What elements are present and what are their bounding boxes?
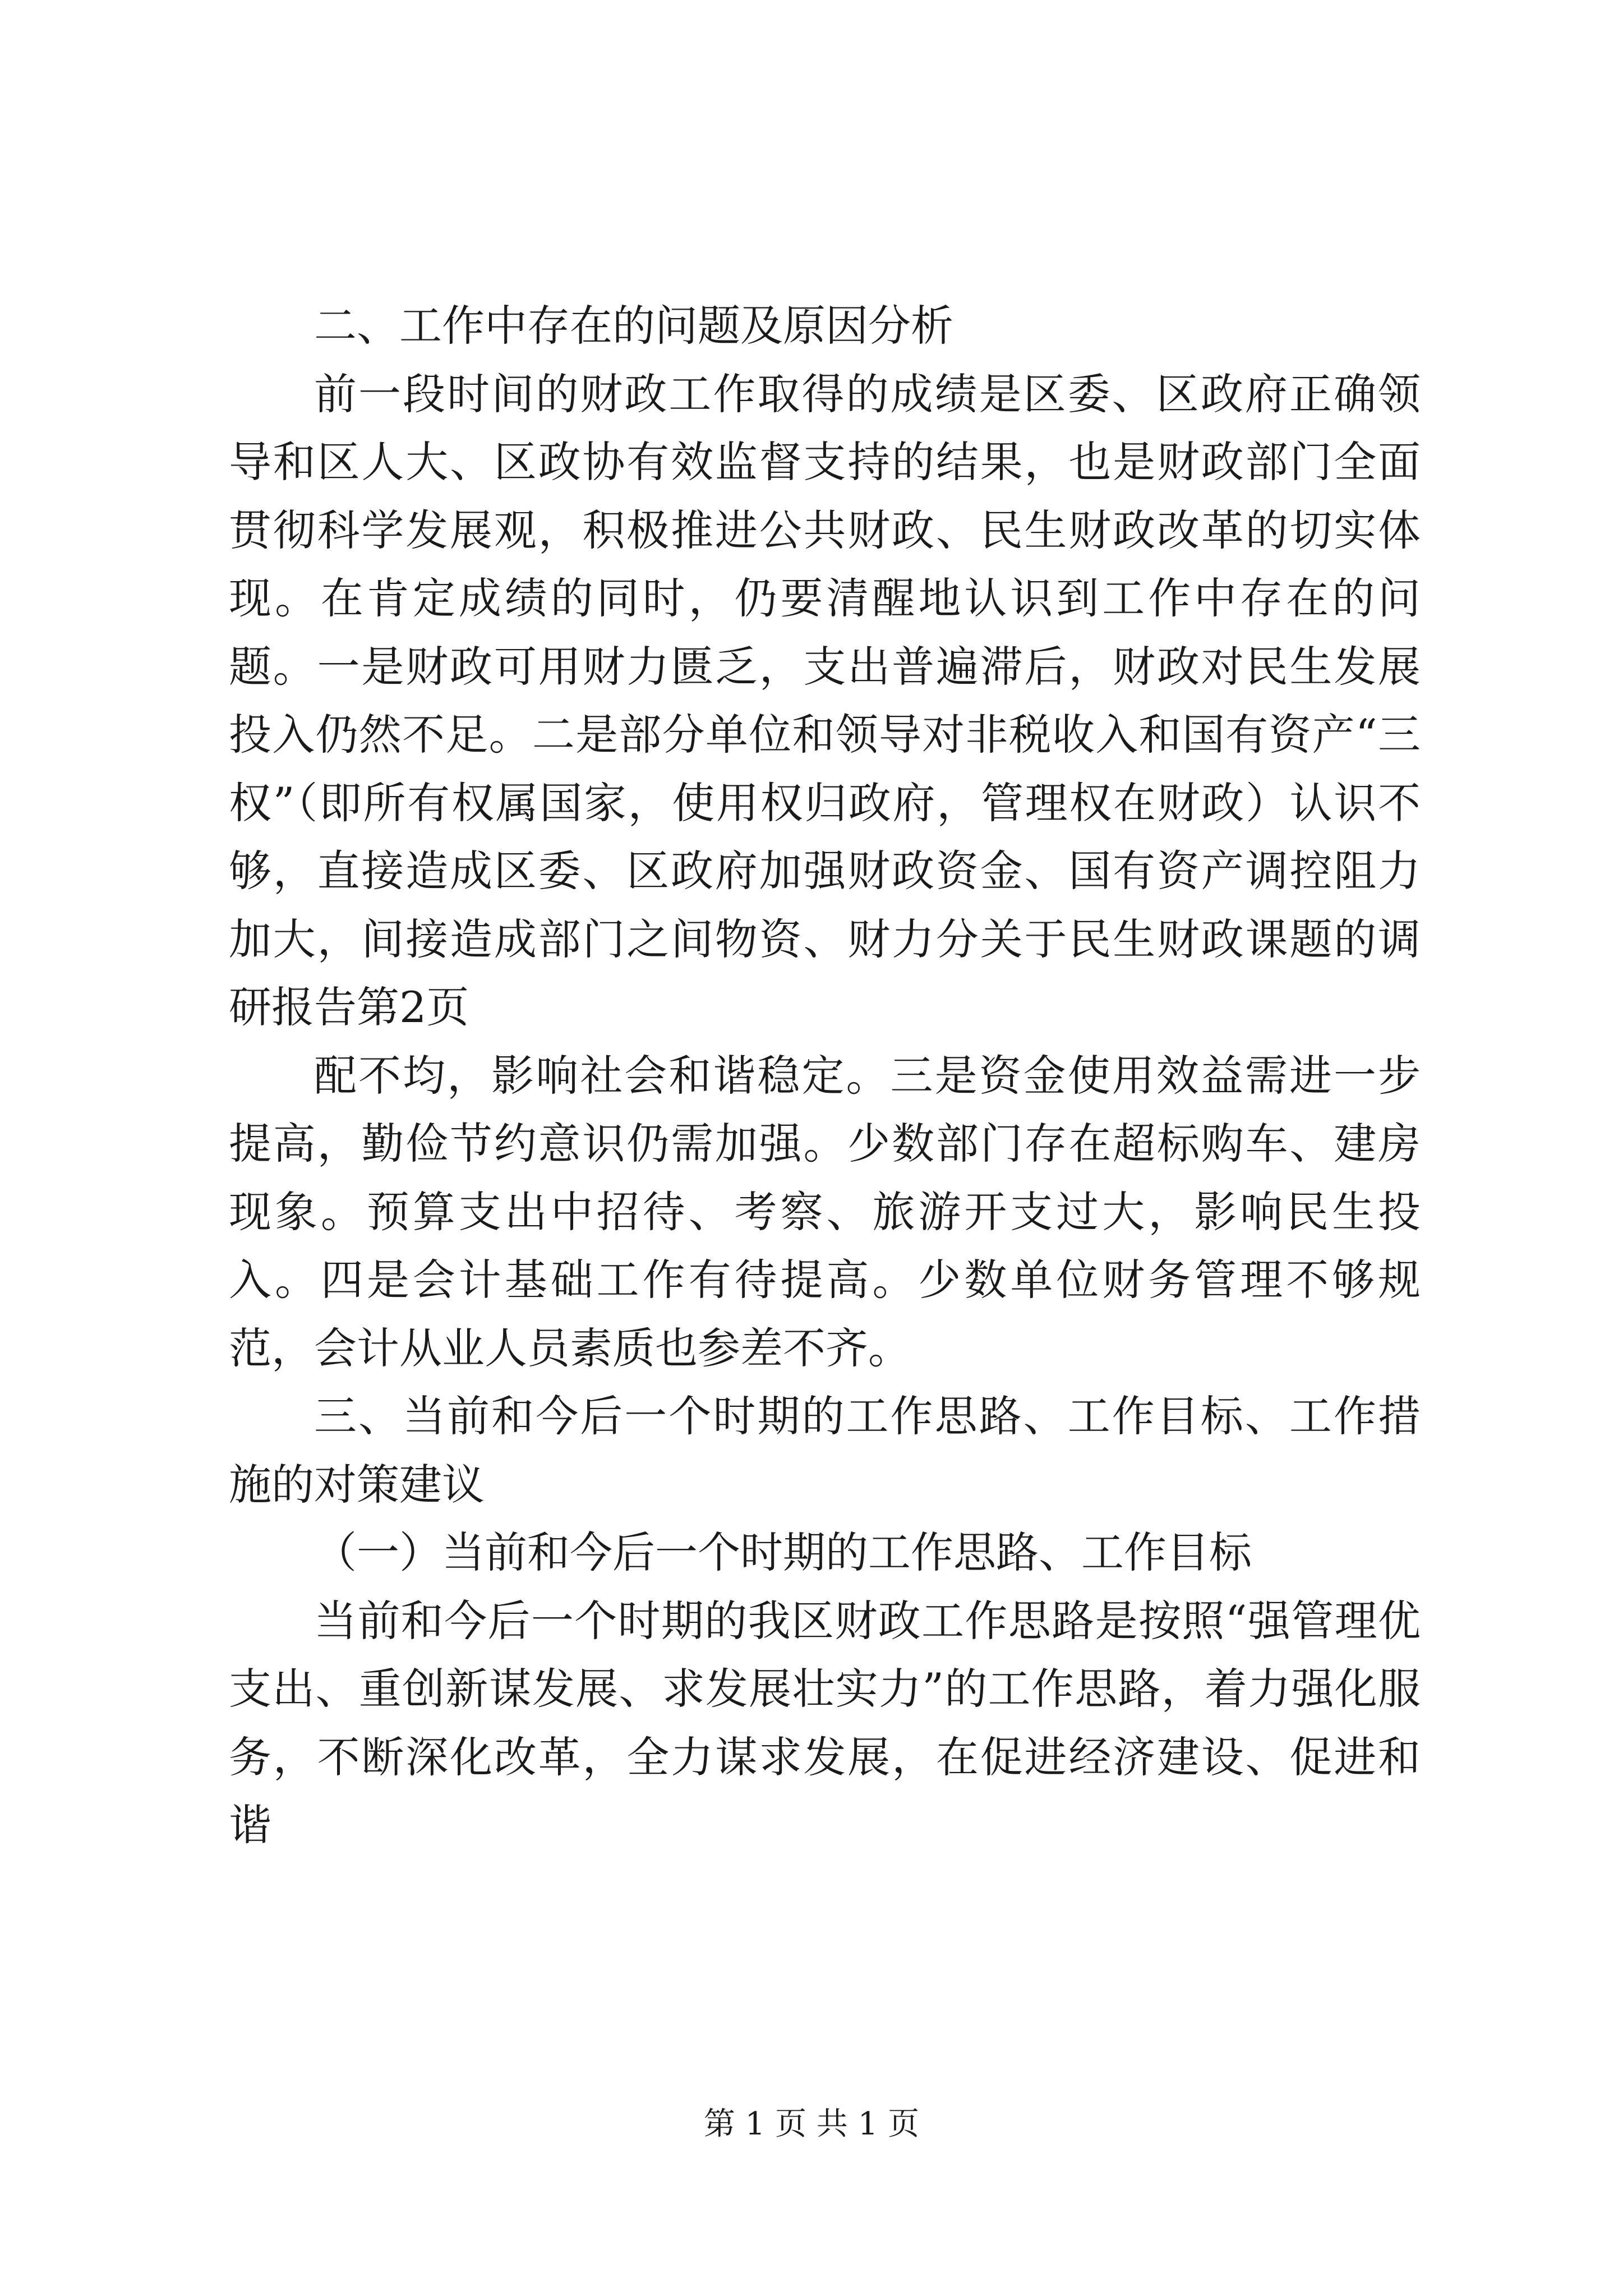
document-body [229,292,1421,1860]
page-footer: 第 1 页 共 1 页 [703,2106,920,2142]
section-heading-suggestions: 三、当前和今后一个时期的工作思路、工作目标、工作措施的对策建议 [229,1391,1421,1510]
subsection-heading-ideas-goals: （一）当前和今后一个时期的工作思路、工作目标 [314,1527,1252,1577]
paragraph-problems-continued: 配不均，影响社会和谐稳定。三是资金使用效益需进一步提高，勤俭节约意识仍需加强。少数部门存在超标购车、建房现象。预算支出中招待、考察、旅游开支过大，影响民生投入。四是会计基础工作有待提高。少数单位财务管理不够规范，会计从业人员素质也参差不齐。 [229,1050,1421,1373]
paragraph-work-ideas: 当前和今后一个时期的我区财政工作思路是按照“强管理优支出、重创新谋发展、求发展壮实力”的工作思路，着力强化服务，不断深化改革，全力谋求发展，在促进经济建设、促进和谐 [229,1595,1421,1850]
paragraph-achievements-and-problems: 前一段时间的财政工作取得的成绩是区委、区政府正确领导和区人大、区政协有效监督支持的结果，也是财政部门全面贯彻科学发展观，积极推进公共财政、民生财政改革的切实体现。在肯定成绩的同时，仍要清醒地认识到工作中存在的问题。一是财政可用财力匮乏，支出普遍滞后，财政对民生发展投入仍然不足。二是部分单位和领导对非税收入和国有资产“三权”（即所有权属国家，使用权归政府，管理权在财政）认识不够，直接造成区委、区政府加强财政资金、国有资产调控阻力加大，间接造成部门之间物资、财力分关于民生财政课题的调研报告第2页 [229,369,1421,1032]
section-heading-problems: 二、工作中存在的问题及原因分析 [314,301,953,351]
